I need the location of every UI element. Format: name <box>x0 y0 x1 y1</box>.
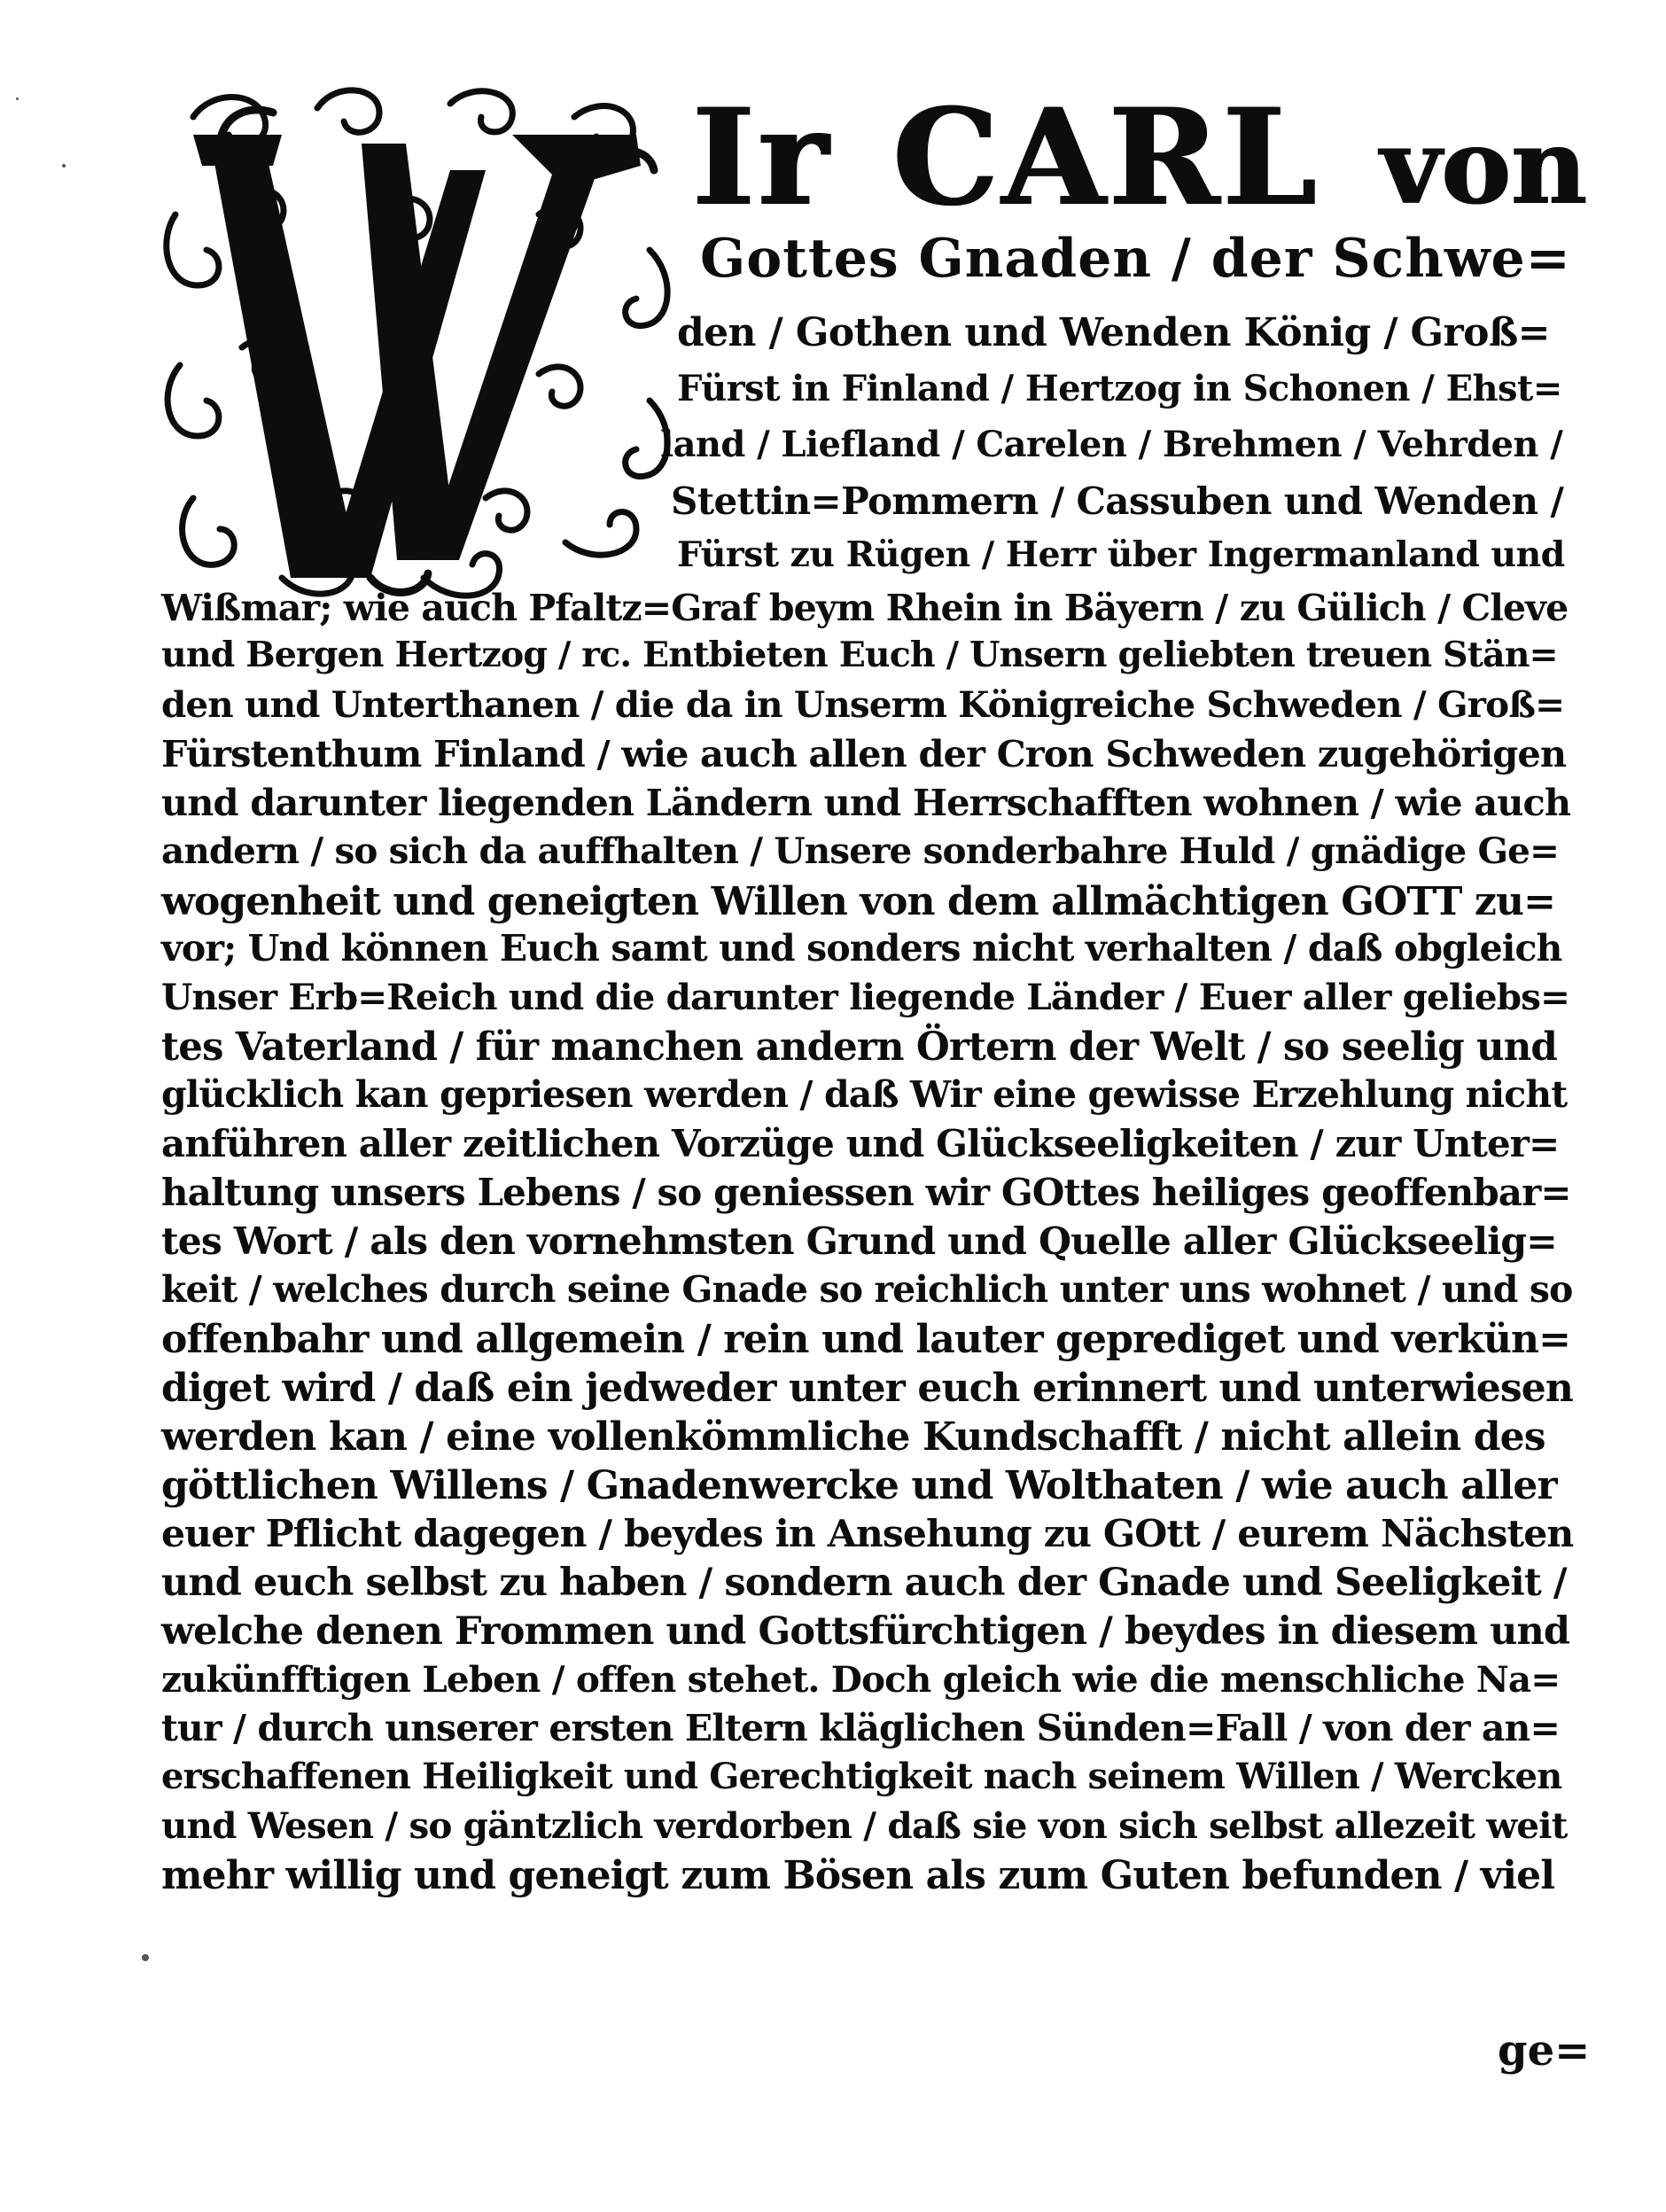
ornament-initial-w-image <box>158 82 681 613</box>
text-line: und darunter liegenden Ländern und Herrschafften wohnen / wie auch <box>161 781 1571 824</box>
text-line: anführen aller zeitlichen Vorzüge und Glückseeligkeiten / zur Unter= <box>161 1122 1560 1165</box>
text-line: tes Vaterland / für manchen andern Örtern der Welt / so seelig und <box>161 1024 1557 1070</box>
text-line: land / Liefland / Carelen / Brehmen / Vehrden / <box>660 424 1563 465</box>
ink-speck <box>142 1954 149 1961</box>
text-line: göttlichen Willens / Gnadenwercke und Wolthaten / wie auch aller <box>161 1463 1557 1508</box>
text-line: keit / welches durch seine Gnade so reichlich unter uns wohnet / und so <box>161 1268 1573 1311</box>
text-line: haltung unsers Lebens / so geniessen wir GOttes heiliges geoffenbar= <box>161 1171 1571 1214</box>
text-line: tur / durch unserer ersten Eltern kläglichen Sünden=Fall / von der an= <box>161 1707 1560 1749</box>
text-line: andern / so sich da auffhalten / Unsere sonderbahre Huld / gnädige Ge= <box>161 830 1560 872</box>
text-line: euer Pflicht dagegen / beydes in Ansehung zu GOtt / eurem Nächsten <box>161 1512 1574 1556</box>
text-line: Gottes Gnaden / der Schwe= <box>700 228 1571 290</box>
text-line: den / Gothen und Wenden König / Groß= <box>677 310 1550 355</box>
catchword: ge= <box>1498 2026 1591 2076</box>
heading-karl: CARL <box>891 80 1320 236</box>
text-line: Fürstenthum Finland / wie auch allen der Cron Schweden zugehörigen <box>161 732 1567 775</box>
text-line: wogenheit und geneigten Willen von dem allmächtigen GOTT zu= <box>161 879 1556 924</box>
text-line: Stettin=Pommern / Cassuben und Wenden / <box>671 479 1564 523</box>
ink-speck <box>62 164 66 167</box>
ink-speck <box>16 97 19 100</box>
text-line: vor; Und können Euch samt und sonders nicht verhalten / daß obgleich <box>161 927 1562 970</box>
text-line: und Bergen Hertzog / rc. Entbieten Euch / Unsern geliebten treuen Stän= <box>161 635 1558 675</box>
text-line: welche denen Frommen und Gottsfürchtigen / beydes in diesem und <box>161 1609 1570 1654</box>
text-line: Unser Erb=Reich und die darunter liegende Länder / Euer aller geliebs= <box>161 976 1570 1018</box>
text-line: mehr willig und geneigt zum Bösen als zum Guten befunden / viel <box>161 1853 1555 1898</box>
text-line: Fürst zu Rügen / Herr über Ingermanland und <box>677 534 1565 575</box>
text-line: und Wesen / so gäntzlich verdorben / daß sie von sich selbst allezeit weit <box>161 1804 1568 1847</box>
text-line: erschaffenen Heiligkeit und Gerechtigkeit nach seinem Willen / Wercken <box>161 1756 1562 1797</box>
text-line: tes Wort / als den vornehmsten Grund und Quelle aller Glückseelig= <box>161 1219 1557 1264</box>
text-line: werden kan / eine vollenkömmliche Kundschafft / nicht allein des <box>161 1414 1545 1460</box>
text-line: den und Unterthanen / die da in Unserm Königreiche Schweden / Groß= <box>161 683 1565 726</box>
heading-ir: Ir <box>691 80 831 236</box>
text-line: glücklich kan gepriesen werden / daß Wir eine gewisse Erzehlung nicht <box>161 1073 1568 1116</box>
text-line: offenbahr und allgemein / rein und lauter geprediget und verkün= <box>161 1317 1571 1362</box>
text-line: und euch selbst zu haben / sondern auch der Gnade und Seeligkeit / <box>161 1561 1567 1605</box>
text-line: Fürst in Finland / Hertzog in Schonen / Ehst= <box>677 368 1562 409</box>
heading-von: von <box>1379 105 1586 228</box>
text-line: zukünfftigen Leben / offen stehet. Doch gleich wie die menschliche Na= <box>161 1658 1561 1701</box>
text-line: Wißmar; wie auch Pfaltz=Graf beym Rhein in Bäyern / zu Gülich / Cleve <box>161 587 1569 629</box>
text-line: diget wird / daß ein jedweder unter euch erinnert und unterwiesen <box>161 1366 1573 1411</box>
decorated-initial-w <box>158 82 681 613</box>
heading-title-line <box>691 78 1586 236</box>
